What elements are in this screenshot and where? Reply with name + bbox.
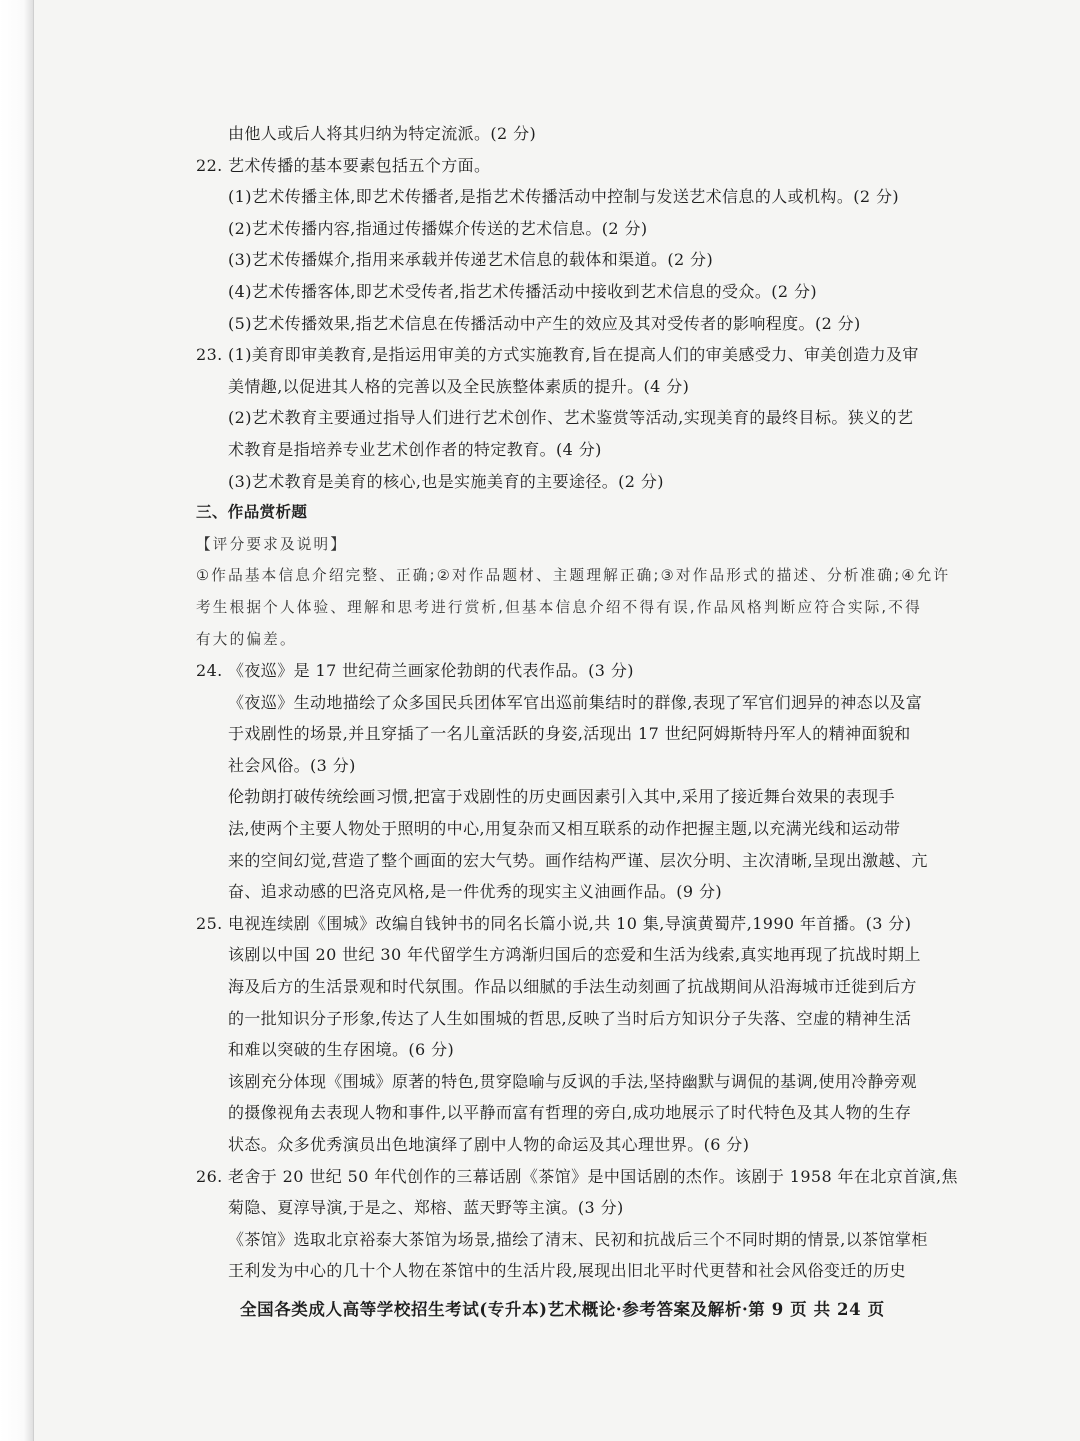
line-text: (3)艺术传播媒介,指用来承载并传递艺术信息的载体和渠道。(2 分) (228, 250, 714, 270)
grading-note-line (196, 592, 972, 624)
line-text: 有大的偏差。 (196, 630, 297, 648)
line-text: 老舍于 20 世纪 50 年代创作的三幕话剧《茶馆》是中国话剧的杰作。该剧于 1958 年在北京首演,焦 (228, 1166, 958, 1186)
line-text: 的摄像视角去表现人物和事件,以平静而富有哲理的旁白,成功地展示了时代特色及其人物的生存 (228, 1103, 912, 1123)
text-line (196, 1161, 972, 1193)
line-text: 术教育是指培养专业艺术创作者的特定教育。(4 分) (228, 439, 602, 459)
line-text: 该剧充分体现《围城》原著的特色,贯穿隐喻与反讽的手法,坚持幽默与调侃的基调,使用冷静旁观 (228, 1071, 917, 1091)
question-number: 24. (196, 661, 223, 681)
question-number: 22. (196, 155, 223, 175)
text-line (196, 1255, 972, 1287)
text-line (196, 402, 972, 434)
line-text: ①作品基本信息介绍完整、正确;②对作品题材、主题理解正确;③对作品形式的描述、分析准确;④允许 (196, 567, 951, 585)
line-text: 三、作品赏析题 (196, 503, 308, 522)
text-line (196, 150, 972, 182)
grading-note-line (196, 529, 972, 561)
line-text: 由他人或后人将其归纳为特定流派。(2 分) (228, 124, 537, 143)
line-text: 海及后方的生活景观和时代氛围。作品以细腻的手法生动刻画了抗战期间从沿海城市迁徙到后方 (228, 977, 917, 997)
line-text: 法,使两个主要人物处于照明的中心,用复杂而又相互联系的动作把握主题,以充满光线和运动带 (228, 819, 901, 839)
text-line (196, 655, 972, 687)
question-number: 26. (196, 1166, 223, 1186)
text-line (196, 1192, 972, 1224)
answer-text-body (196, 118, 972, 1287)
line-text: 来的空间幻觉,营造了整个画面的宏大气势。画作结构严谨、层次分明、主次清晰,呈现出激越、亢 (228, 850, 928, 870)
line-text: 的一批知识分子形象,传达了人生如围城的哲思,反映了当时后方知识分子失落、空虚的精神生活 (228, 1008, 912, 1028)
line-text: 伦勃朗打破传统绘画习惯,把富于戏剧性的历史画因素引入其中,采用了接近舞台效果的表现手 (228, 787, 895, 807)
text-line (196, 781, 972, 813)
line-text: 王利发为中心的几十个人物在茶馆中的生活片段,展现出旧北平时代更替和社会风俗变迁的历史 (228, 1261, 906, 1281)
line-text: (1)美育即审美教育,是指运用审美的方式实施教育,旨在提高人们的审美感受力、审美创造力及审 (228, 345, 919, 365)
question-number: 25. (196, 913, 223, 933)
text-line (196, 813, 972, 845)
line-text: (1)艺术传播主体,即艺术传播者,是指艺术传播活动中控制与发送艺术信息的人或机构。(2 分) (228, 187, 899, 207)
text-line (196, 213, 972, 245)
line-text: 【评分要求及说明】 (196, 535, 348, 553)
text-line (196, 718, 972, 750)
question-number: 23. (196, 345, 223, 365)
line-text: 社会风俗。(3 分) (228, 755, 356, 775)
text-line (196, 971, 972, 1003)
text-line (196, 1224, 972, 1256)
line-text: 《夜巡》生动地描绘了众多国民兵团体军官出巡前集结时的群像,表现了军官们迥异的神态以及富 (228, 692, 923, 712)
text-line (196, 308, 972, 340)
text-line (196, 845, 972, 877)
text-line (196, 1066, 972, 1098)
line-text: (2)艺术传播内容,指通过传播媒介传送的艺术信息。(2 分) (228, 218, 648, 238)
text-line (196, 939, 972, 971)
line-text: 于戏剧性的场景,并且穿插了一名儿童活跃的身姿,活现出 17 世纪阿姆斯特丹军人的精神面貌和 (228, 724, 911, 744)
text-line (196, 118, 972, 150)
line-text: 《夜巡》是 17 世纪荷兰画家伦勃朗的代表作品。(3 分) (228, 661, 634, 681)
grading-note-line (196, 560, 972, 592)
text-line (196, 466, 972, 498)
section-heading (196, 497, 972, 529)
text-line (196, 1097, 972, 1129)
line-text: 美情趣,以促进其人格的完善以及全民族整体素质的提升。(4 分) (228, 376, 690, 396)
text-line (196, 908, 972, 940)
line-text: 《茶馆》选取北京裕泰大茶馆为场景,描绘了清末、民初和抗战后三个不同时期的情景,以茶馆掌柜 (228, 1229, 928, 1249)
grading-note-line (196, 624, 972, 656)
page-footer: 全国各类成人高等学校招生考试(专升本)艺术概论·参考答案及解析·第 9 页 共 24 页 (240, 1300, 885, 1319)
line-text: 奋、追求动感的巴洛克风格,是一件优秀的现实主义油画作品。(9 分) (228, 882, 723, 902)
text-line (196, 687, 972, 719)
line-text: 艺术传播的基本要素包括五个方面。 (228, 155, 491, 175)
text-line (196, 876, 972, 908)
line-text: 菊隐、夏淳导演,于是之、郑榕、蓝天野等主演。(3 分) (228, 1198, 624, 1218)
text-line (196, 1003, 972, 1035)
text-line (196, 339, 972, 371)
text-line (196, 371, 972, 403)
line-text: (2)艺术教育主要通过指导人们进行艺术创作、艺术鉴赏等活动,实现美育的最终目标。狭义的艺 (228, 408, 914, 428)
text-line (196, 750, 972, 782)
line-text: (3)艺术教育是美育的核心,也是实施美育的主要途径。(2 分) (228, 471, 664, 491)
line-text: 和难以突破的生存困境。(6 分) (228, 1040, 455, 1060)
text-line (196, 181, 972, 213)
line-text: (5)艺术传播效果,指艺术信息在传播活动中产生的效应及其对受传者的影响程度。(2 分) (228, 313, 861, 333)
line-text: 该剧以中国 20 世纪 30 年代留学生方鸿渐归国后的恋爱和生活为线索,真实地再现了抗战时期上 (228, 945, 921, 965)
line-text: 电视连续剧《围城》改编自钱钟书的同名长篇小说,共 10 集,导演黄蜀芹,1990 年首播。(3 分) (228, 913, 912, 933)
text-line (196, 244, 972, 276)
text-line (196, 276, 972, 308)
line-text: (4)艺术传播客体,即艺术受传者,指艺术传播活动中接收到艺术信息的受众。(2 分) (228, 281, 817, 301)
text-line (196, 1129, 972, 1161)
line-text: 考生根据个人体验、理解和思考进行赏析,但基本信息介绍不得有误,作品风格判断应符合实际,不得 (196, 598, 922, 616)
page-left-edge (0, 0, 34, 1441)
line-text: 状态。众多优秀演员出色地演绎了剧中人物的命运及其心理世界。(6 分) (228, 1135, 750, 1154)
text-line (196, 1034, 972, 1066)
text-line (196, 434, 972, 466)
